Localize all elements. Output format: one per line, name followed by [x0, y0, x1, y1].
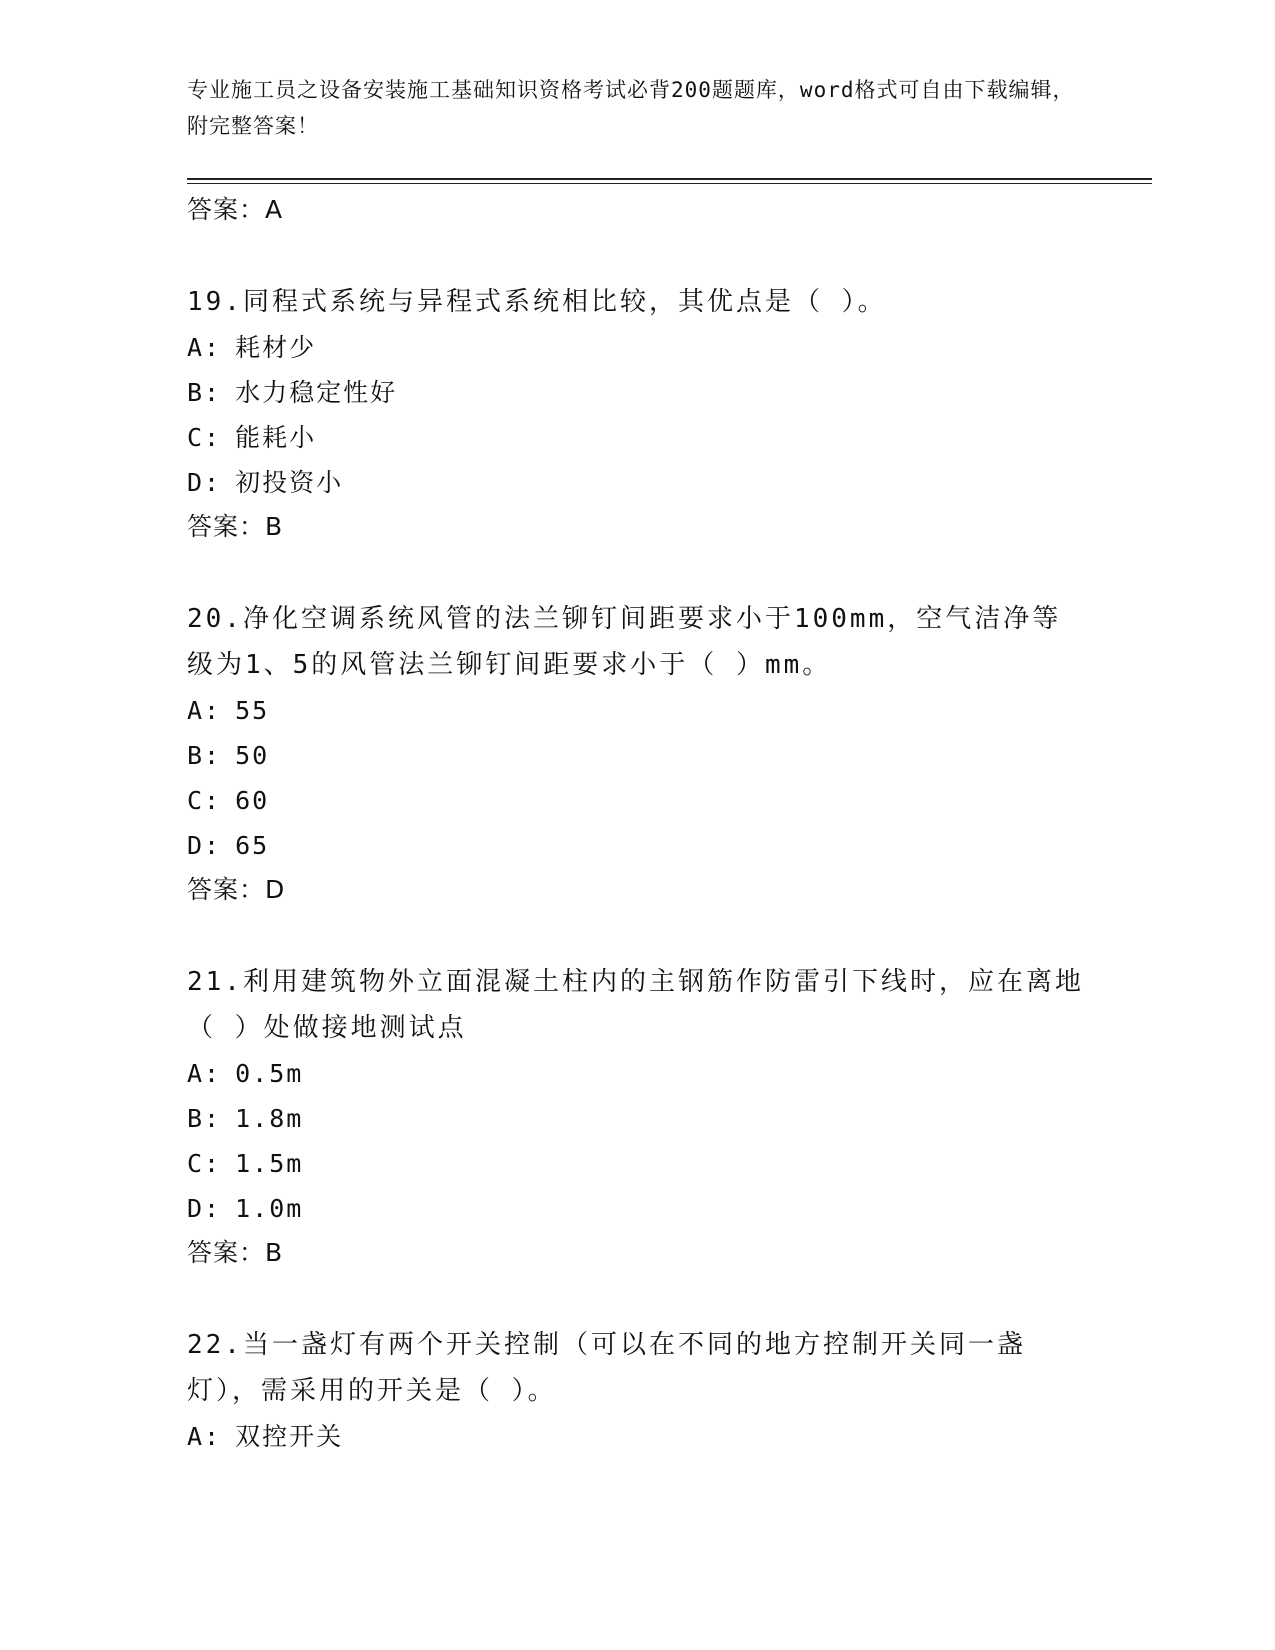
option-key: D: [187, 831, 222, 860]
option-text: 能耗小 [235, 423, 317, 452]
option-key: B: [187, 1104, 222, 1133]
option-key: A: [187, 1059, 222, 1088]
option-text: 50 [235, 741, 270, 770]
option-text: 1.0m [235, 1194, 304, 1223]
question-21 [187, 959, 1087, 1275]
option-a [187, 1051, 1087, 1096]
question-text: 22.当一盏灯有两个开关控制（可以在不同的地方控制开关同一盏灯），需采用的开关是（ ）。 [187, 1330, 1026, 1406]
option-text: 55 [235, 696, 270, 725]
option-key: D: [187, 468, 222, 497]
option-d [187, 823, 1087, 868]
answer-line: 答案：D [187, 875, 286, 904]
option-text: 60 [235, 786, 270, 815]
option-text: 1.8m [235, 1104, 304, 1133]
option-key: C: [187, 786, 222, 815]
option-key: D: [187, 1194, 222, 1223]
option-key: B: [187, 741, 222, 770]
question-list [187, 188, 1087, 1459]
question-19 [187, 279, 1087, 549]
option-b [187, 1096, 1087, 1141]
option-key: B: [187, 378, 222, 407]
option-key: A: [187, 333, 222, 362]
option-key: A: [187, 1422, 222, 1451]
answer-line: 答案：A [187, 195, 284, 224]
option-d [187, 1186, 1087, 1231]
option-key: C: [187, 423, 222, 452]
header-rule-thin [187, 183, 1152, 184]
option-key: C: [187, 1149, 222, 1178]
option-text: 水力稳定性好 [235, 378, 398, 407]
question-22 [187, 1322, 1087, 1459]
question-text: 19.同程式系统与异程式系统相比较，其优点是（ ）。 [187, 287, 887, 317]
option-text: 0.5m [235, 1059, 304, 1088]
option-a [187, 688, 1087, 733]
answer-line: 答案：B [187, 1238, 284, 1267]
document-header: 专业施工员之设备安装施工基础知识资格考试必背200题题库，word格式可自由下载编辑，附完整答案！ [187, 78, 1075, 138]
option-text: 65 [235, 831, 270, 860]
option-text: 初投资小 [235, 468, 344, 497]
option-d [187, 460, 1087, 505]
option-text: 1.5m [235, 1149, 304, 1178]
option-a [187, 325, 1087, 370]
answer-line: 答案：B [187, 512, 284, 541]
option-c [187, 1141, 1087, 1186]
question-text: 20.净化空调系统风管的法兰铆钉间距要求小于100mm，空气洁净等级为1、5的风管法兰铆钉间距要求小于（ ）mm。 [187, 604, 1062, 680]
header-rule-thick [187, 178, 1152, 180]
option-b [187, 370, 1087, 415]
question-text: 21.利用建筑物外立面混凝土柱内的主钢筋作防雷引下线时，应在离地（ ）处做接地测试点 [187, 967, 1084, 1043]
option-c [187, 778, 1087, 823]
question-20 [187, 596, 1087, 912]
option-c [187, 415, 1087, 460]
option-text: 耗材少 [235, 333, 317, 362]
option-a [187, 1414, 1087, 1459]
option-text: 双控开关 [235, 1422, 344, 1451]
option-b [187, 733, 1087, 778]
option-key: A: [187, 696, 222, 725]
